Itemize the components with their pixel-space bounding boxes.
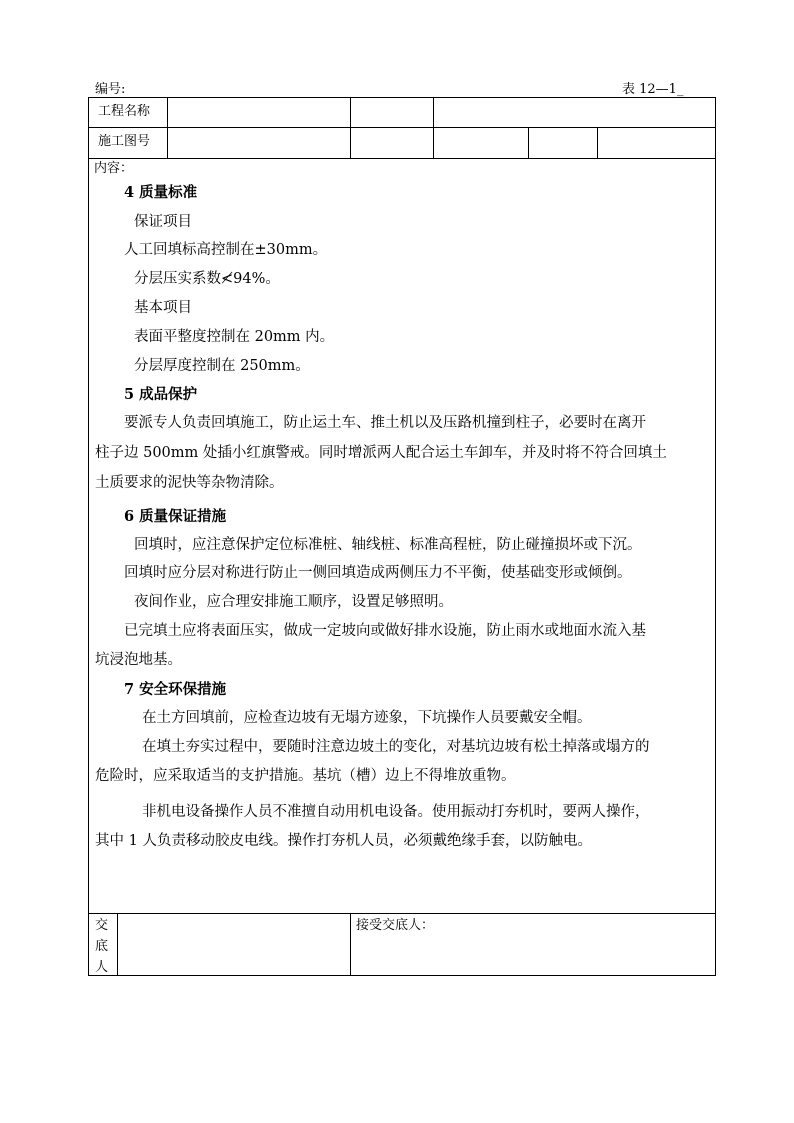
content-line: 夜间作业，应合理安排施工顺序，设置足够照明。	[134, 594, 453, 610]
col-divider-3	[433, 97, 434, 158]
content-line: 保证项目	[134, 214, 192, 230]
content-line: 人工回填标高控制在±30mm。	[124, 242, 328, 258]
content-line: 分层厚度控制在 250mm。	[134, 358, 310, 374]
handover-char: 底	[95, 939, 109, 954]
project-name-label: 工程名称	[98, 104, 151, 119]
row-divider-2	[88, 158, 716, 159]
content-line: 在填土夯实过程中，要随时注意边坡土的变化，对基坑边坡有松土掉落或塌方的	[142, 739, 650, 755]
content-line: 已完填土应将表面压实，做成一定坡向或做好排水设施，防止雨水或地面水流入基	[124, 623, 646, 639]
col-divider-2	[350, 97, 351, 158]
content-line: 危险时，应采取适当的支护措施。基坑（槽）边上不得堆放重物。	[95, 768, 516, 784]
handover-char: 人	[95, 960, 109, 975]
content-line: 在土方回填前，应检查边坡有无塌方迹象，下坑操作人员要戴安全帽。	[142, 710, 592, 726]
drawing-no-field[interactable]	[168, 128, 349, 158]
project-name-field[interactable]	[168, 98, 349, 127]
content-line: 基本项目	[134, 300, 192, 316]
handover-person-label	[95, 915, 108, 978]
col-divider-5	[597, 127, 598, 158]
number-label: 编号:	[95, 82, 126, 97]
col-divider-4	[528, 127, 529, 158]
content-line: 分层压实系数≮94%。	[134, 271, 280, 287]
handover-char: 交	[95, 918, 109, 933]
section-heading: 7 安全环保措施	[124, 681, 227, 698]
content-line: 坑浸泡地基。	[95, 652, 182, 668]
section-heading: 5 成品保护	[124, 386, 198, 403]
content-line: 要派专人负责回填施工，防止运土车、推土机以及压路机撞到柱子，必要时在离开	[124, 415, 646, 431]
content-label: 内容：	[94, 161, 134, 176]
receiver-label: 接受交底人：	[356, 918, 435, 933]
form-code: 表 12—1_	[622, 82, 684, 97]
content-line: 其中 1 人负责移动胶皮电线。操作打夯机人员，必须戴绝缘手套，以防触电。	[95, 833, 592, 849]
drawing-no-label: 施工图号	[98, 134, 151, 149]
content-line: 土质要求的泥快等杂物清除。	[95, 475, 284, 491]
col-divider-sign-2	[350, 913, 351, 976]
content-line: 柱子边 500mm 处插小红旗警戒。同时增派两人配合运土车卸车，并及时将不符合回填土	[95, 445, 667, 461]
handover-signature-field[interactable]	[118, 914, 349, 975]
content-line: 回填时，应注意保护定位标准桩、轴线桩、标准高程桩，防止碰撞损坏或下沉。	[134, 537, 642, 553]
section-heading: 6 质量保证措施	[124, 508, 227, 525]
content-line: 表面平整度控制在 20mm 内。	[134, 329, 335, 345]
section-heading: 4 质量标准	[124, 184, 198, 201]
content-line: 非机电设备操作人员不准擅自动用机电设备。使用振动打夯机时，要两人操作，	[142, 804, 650, 820]
content-line: 回填时应分层对称进行防止一侧回填造成两侧压力不平衡，使基础变形或倾倒。	[124, 565, 632, 581]
